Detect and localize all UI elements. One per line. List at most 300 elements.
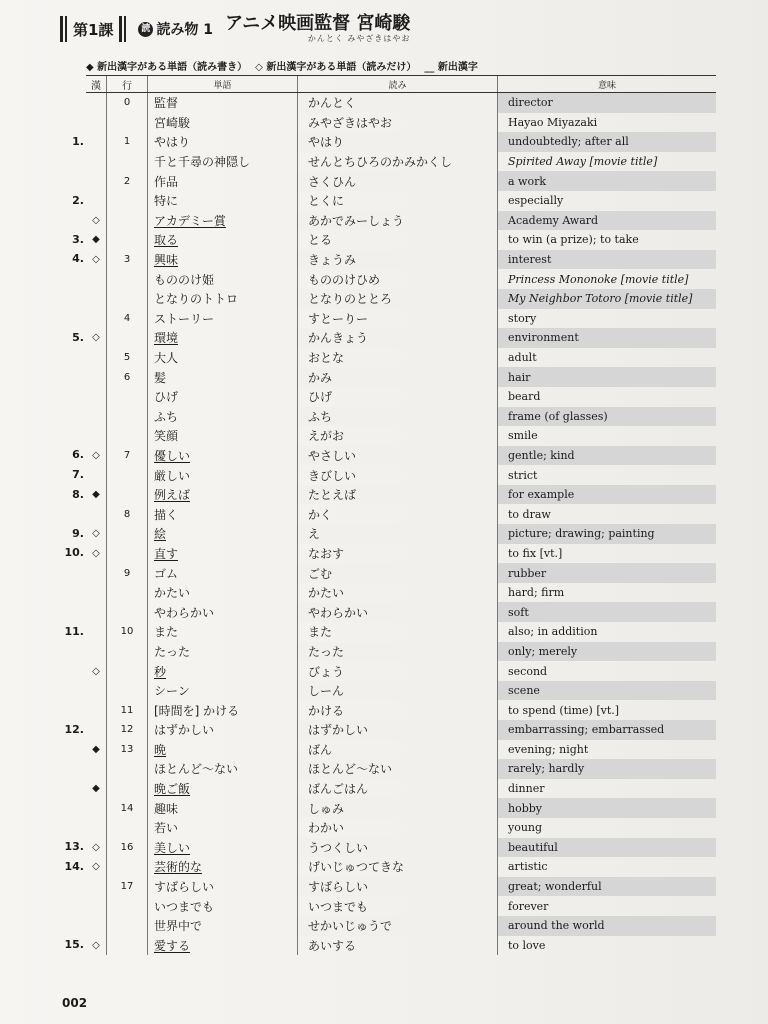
- meaning: forever: [508, 899, 549, 913]
- reading: びょう: [298, 661, 498, 681]
- word: アカデミー賞: [148, 211, 298, 231]
- line-number: 6: [106, 367, 148, 387]
- table-row: [86, 524, 716, 544]
- kanji-marker: [86, 622, 106, 642]
- line-number: [106, 818, 148, 838]
- meaning: dinner: [508, 782, 545, 796]
- word: 描く: [148, 504, 298, 524]
- reading: やわらかい: [298, 602, 498, 622]
- word: 興味: [148, 250, 298, 270]
- table-row: [86, 328, 716, 348]
- reading: あかでみーしょう: [298, 211, 498, 231]
- reading-label: 読み物 1: [156, 22, 214, 38]
- meaning: smile: [508, 429, 538, 443]
- meaning: Academy Award: [498, 211, 716, 231]
- line-number: [106, 759, 148, 779]
- kanji-marker: [86, 642, 106, 662]
- line-number: 3: [106, 250, 148, 270]
- table-row: [86, 622, 716, 642]
- line-number: 12: [106, 720, 148, 740]
- meaning: to spend (time) [vt.]: [508, 703, 620, 717]
- kanji-marker: ◇: [92, 939, 100, 951]
- meaning: interest: [498, 250, 716, 270]
- table-row: [86, 407, 716, 427]
- line-number: [106, 230, 148, 250]
- line-number: 13: [106, 740, 148, 760]
- word: 監督: [148, 93, 298, 113]
- kanji-marker: [86, 367, 106, 387]
- word: いつまでも: [148, 896, 298, 916]
- kanji-marker: [86, 387, 106, 407]
- table-row: [86, 583, 716, 603]
- line-number: 14: [106, 798, 148, 818]
- line-number: [106, 269, 148, 289]
- word: ゴム: [148, 563, 298, 583]
- col-gyo: 行: [106, 76, 148, 92]
- item-number: 9.: [72, 526, 84, 540]
- line-number: 4: [106, 309, 148, 329]
- lesson-number: 第1課: [73, 20, 114, 39]
- table-row: [86, 113, 716, 133]
- item-number: 4.: [72, 252, 84, 266]
- title-block: [225, 15, 410, 43]
- table-row: [86, 485, 716, 505]
- word: 晩ご飯: [148, 779, 298, 799]
- reading: かける: [298, 700, 498, 720]
- meaning: undoubtedly; after all: [498, 132, 716, 152]
- reading: ばん: [298, 740, 498, 760]
- reading: ごむ: [298, 563, 498, 583]
- table-body: [86, 93, 716, 955]
- header-bar-thin: [65, 16, 67, 42]
- line-number: 0: [106, 93, 148, 113]
- meaning: rarely; hardly: [498, 759, 716, 779]
- legend-underline-label: 新出漢字: [437, 62, 478, 73]
- line-number: 9: [106, 563, 148, 583]
- word: 美しい: [148, 838, 298, 858]
- kanji-marker: [86, 171, 106, 191]
- word: また: [148, 622, 298, 642]
- item-number: 2.: [72, 193, 84, 207]
- table-header: [86, 76, 716, 93]
- vocab-table: [86, 75, 716, 955]
- word: やはり: [148, 132, 298, 152]
- kanji-marker: ◇: [92, 449, 100, 461]
- word: となりのトトロ: [148, 289, 298, 309]
- meaning: gentle; kind: [498, 446, 716, 466]
- header-divider: [119, 16, 122, 42]
- meaning: great; wonderful: [498, 877, 716, 897]
- reading: なおす: [298, 544, 498, 564]
- kanji-marker: ◇: [92, 841, 100, 853]
- meaning: environment: [498, 328, 716, 348]
- reading: かんとく: [298, 93, 498, 113]
- item-number: 14.: [64, 859, 84, 873]
- word: ストーリー: [148, 309, 298, 329]
- kanji-marker: [86, 916, 106, 936]
- item-number: 3.: [72, 232, 84, 246]
- reading: また: [298, 622, 498, 642]
- table-row: [86, 171, 716, 191]
- word: はずかしい: [148, 720, 298, 740]
- table-row: [86, 211, 716, 231]
- table-row: [86, 936, 716, 956]
- table-row: [86, 759, 716, 779]
- meaning: only; merely: [498, 642, 716, 662]
- reading: げいじゅつてきな: [298, 857, 498, 877]
- item-number: 6.: [72, 448, 84, 462]
- line-number: [106, 328, 148, 348]
- word: 作品: [148, 171, 298, 191]
- line-number: [106, 681, 148, 701]
- item-number: 12.: [64, 722, 84, 736]
- kanji-marker: [86, 877, 106, 897]
- line-number: [106, 779, 148, 799]
- reading: いつまでも: [298, 896, 498, 916]
- meaning: Spirited Away [movie title]: [508, 155, 658, 169]
- kanji-marker: [86, 348, 106, 368]
- table-row: [86, 779, 716, 799]
- reading: おとな: [298, 348, 498, 368]
- kanji-marker: [86, 93, 106, 113]
- meaning: My Neighbor Totoro [movie title]: [498, 289, 716, 309]
- kanji-marker: [86, 113, 106, 133]
- kanji-marker: ◆: [92, 783, 100, 795]
- word: かたい: [148, 583, 298, 603]
- table-row: [86, 877, 716, 897]
- table-row: [86, 896, 716, 916]
- word: 直す: [148, 544, 298, 564]
- col-kan: 漢: [91, 80, 101, 92]
- item-number: 15.: [64, 938, 84, 952]
- word: 優しい: [148, 446, 298, 466]
- header-bar: [60, 16, 63, 42]
- header-divider-thin: [124, 16, 126, 42]
- word: 趣味: [148, 798, 298, 818]
- word: シーン: [148, 681, 298, 701]
- kanji-marker: [86, 132, 106, 152]
- kanji-marker: [86, 563, 106, 583]
- reading: きょうみ: [298, 250, 498, 270]
- table-row: [86, 269, 716, 289]
- table-row: [86, 504, 716, 524]
- line-number: 10: [106, 622, 148, 642]
- meaning: hard; firm: [508, 586, 565, 600]
- item-number: 13.: [64, 840, 84, 854]
- table-row: [86, 602, 716, 622]
- kanji-marker: [86, 191, 106, 211]
- word: 千と千尋の神隠し: [148, 152, 298, 172]
- title-furigana: かんとく みやざきはやお: [307, 34, 411, 43]
- table-row: [86, 348, 716, 368]
- table-row: [86, 838, 716, 858]
- line-number: [106, 485, 148, 505]
- word: 髪: [148, 367, 298, 387]
- reading: あいする: [298, 936, 498, 956]
- line-number: [106, 936, 148, 956]
- line-number: [106, 602, 148, 622]
- meaning: to draw: [508, 507, 551, 521]
- reading: やさしい: [298, 446, 498, 466]
- kanji-marker: [86, 426, 106, 446]
- meaning: for example: [498, 485, 716, 505]
- meaning: Hayao Miyazaki: [508, 115, 598, 129]
- lesson-header: [60, 12, 410, 46]
- page-title: アニメ映画監督 宮崎駿: [225, 13, 411, 34]
- word: 芸術的な: [148, 857, 298, 877]
- table-row: [86, 661, 716, 681]
- line-number: [106, 583, 148, 603]
- table-row: [86, 309, 716, 329]
- word: 笑顔: [148, 426, 298, 446]
- meaning: especially: [508, 194, 564, 208]
- meaning: embarrassing; embarrassed: [498, 720, 716, 740]
- meaning: beard: [508, 390, 541, 404]
- reading: きびしい: [298, 465, 498, 485]
- reading: しゅみ: [298, 798, 498, 818]
- reading: とくに: [298, 191, 498, 211]
- meaning: Princess Mononoke [movie title]: [508, 272, 689, 286]
- line-number: [106, 465, 148, 485]
- table-row: [86, 289, 716, 309]
- table-row: [86, 740, 716, 760]
- reading: もののけひめ: [298, 269, 498, 289]
- table-row: [86, 152, 716, 172]
- table-row: [86, 700, 716, 720]
- meaning: to love: [508, 938, 546, 952]
- word: たった: [148, 642, 298, 662]
- meaning: also; in addition: [508, 625, 598, 639]
- legend: [86, 58, 478, 73]
- line-number: [106, 916, 148, 936]
- page-number: 002: [62, 996, 88, 1010]
- line-number: [106, 642, 148, 662]
- table-row: [86, 563, 716, 583]
- kanji-marker: [86, 152, 106, 172]
- meaning: to win (a prize); to take: [508, 233, 639, 247]
- meaning: frame (of glasses): [498, 407, 716, 427]
- meaning: scene: [498, 681, 716, 701]
- kanji-marker: ◇: [92, 528, 100, 540]
- table-row: [86, 857, 716, 877]
- table-row: [86, 367, 716, 387]
- kanji-marker: [86, 681, 106, 701]
- meaning: a work: [498, 171, 716, 191]
- kanji-marker: [86, 602, 106, 622]
- kanji-marker: [86, 720, 106, 740]
- table-row: [86, 387, 716, 407]
- table-row: [86, 720, 716, 740]
- reading: みやざきはやお: [298, 113, 498, 133]
- kanji-marker: ◆: [92, 234, 100, 246]
- reading: とる: [298, 230, 498, 250]
- word: ふち: [148, 407, 298, 427]
- reading: せんとちひろのかみかくし: [298, 152, 498, 172]
- kanji-marker: [86, 759, 106, 779]
- table-row: [86, 250, 716, 270]
- meaning: young: [508, 821, 543, 835]
- line-number: 1: [106, 132, 148, 152]
- reading: さくひん: [298, 171, 498, 191]
- line-number: [106, 191, 148, 211]
- kanji-marker: ◇: [92, 254, 100, 266]
- word: 晩: [148, 740, 298, 760]
- reading: え: [298, 524, 498, 544]
- table-row: [86, 798, 716, 818]
- word: 若い: [148, 818, 298, 838]
- reading: すとーりー: [298, 309, 498, 329]
- kanji-marker: [86, 700, 106, 720]
- table-row: [86, 93, 716, 113]
- line-number: [106, 113, 148, 133]
- word: 秒: [148, 661, 298, 681]
- meaning: story: [508, 311, 537, 325]
- line-number: [106, 544, 148, 564]
- kanji-marker: [86, 289, 106, 309]
- meaning: soft: [498, 602, 716, 622]
- line-number: [106, 661, 148, 681]
- line-number: 8: [106, 504, 148, 524]
- table-row: [86, 191, 716, 211]
- line-number: 5: [106, 348, 148, 368]
- item-number: 1.: [72, 134, 84, 148]
- word: ほとんど～ない: [148, 759, 298, 779]
- reading: ふち: [298, 407, 498, 427]
- meaning: to fix [vt.]: [508, 546, 563, 560]
- table-row: [86, 132, 716, 152]
- meaning: hair: [498, 367, 716, 387]
- kanji-marker: [86, 465, 106, 485]
- kanji-marker: ◇: [92, 214, 100, 226]
- word: 絵: [148, 524, 298, 544]
- table-row: [86, 642, 716, 662]
- meaning: adult: [508, 351, 537, 365]
- reading: しーん: [298, 681, 498, 701]
- meaning: rubber: [498, 563, 716, 583]
- item-number: 10.: [64, 546, 84, 560]
- reading: かみ: [298, 367, 498, 387]
- reading: となりのととろ: [298, 289, 498, 309]
- reading: かんきょう: [298, 328, 498, 348]
- line-number: [106, 387, 148, 407]
- line-number: [106, 426, 148, 446]
- legend-hollow-diamond: ◇ 新出漢字がある単語（読みだけ）: [255, 62, 417, 73]
- word: 特に: [148, 191, 298, 211]
- table-row: [86, 916, 716, 936]
- reading: たった: [298, 642, 498, 662]
- item-number: 8.: [72, 487, 84, 501]
- kanji-marker: ◆: [92, 743, 100, 755]
- kanji-marker: ◇: [92, 332, 100, 344]
- line-number: 11: [106, 700, 148, 720]
- meaning: second: [508, 664, 548, 678]
- meaning: picture; drawing; painting: [498, 524, 716, 544]
- legend-filled-diamond: ◆ 新出漢字がある単語（読み書き）: [86, 62, 248, 73]
- kanji-marker: [86, 407, 106, 427]
- kanji-marker: [86, 798, 106, 818]
- kanji-marker: [86, 896, 106, 916]
- word: 世界中で: [148, 916, 298, 936]
- col-word: 単語: [148, 76, 298, 92]
- kanji-marker: [86, 818, 106, 838]
- table-row: [86, 818, 716, 838]
- kanji-marker: ◆: [92, 489, 100, 501]
- reading: ほとんど～ない: [298, 759, 498, 779]
- reading: うつくしい: [298, 838, 498, 858]
- line-number: [106, 211, 148, 231]
- line-number: [106, 407, 148, 427]
- word: [時間を] かける: [148, 700, 298, 720]
- table-row: [86, 230, 716, 250]
- line-number: 17: [106, 877, 148, 897]
- reading: かたい: [298, 583, 498, 603]
- line-number: [106, 524, 148, 544]
- reading: わかい: [298, 818, 498, 838]
- item-number: 7.: [72, 467, 84, 481]
- table-row: [86, 681, 716, 701]
- meaning: director: [498, 93, 716, 113]
- reading-icon: 読: [138, 22, 153, 37]
- line-number: 2: [106, 171, 148, 191]
- word: 厳しい: [148, 465, 298, 485]
- line-number: 16: [106, 838, 148, 858]
- word: やわらかい: [148, 602, 298, 622]
- reading: せかいじゅうで: [298, 916, 498, 936]
- kanji-marker: [86, 269, 106, 289]
- line-number: [106, 896, 148, 916]
- meaning: beautiful: [498, 838, 716, 858]
- table-row: [86, 426, 716, 446]
- table-row: [86, 446, 716, 466]
- item-number: 5.: [72, 330, 84, 344]
- word: もののけ姫: [148, 269, 298, 289]
- word: 取る: [148, 230, 298, 250]
- meaning: around the world: [498, 916, 716, 936]
- col-meaning: 意味: [597, 80, 616, 91]
- reading: ひげ: [298, 387, 498, 407]
- word: ひげ: [148, 387, 298, 407]
- legend-underline-key: __ 新出漢字: [424, 62, 478, 73]
- reading: はずかしい: [298, 720, 498, 740]
- reading: たとえば: [298, 485, 498, 505]
- reading: えがお: [298, 426, 498, 446]
- line-number: 7: [106, 446, 148, 466]
- kanji-marker: [86, 309, 106, 329]
- reading: かく: [298, 504, 498, 524]
- meaning: strict: [508, 468, 538, 482]
- kanji-marker: ◇: [92, 861, 100, 873]
- reading: ばんごはん: [298, 779, 498, 799]
- kanji-marker: [86, 504, 106, 524]
- kanji-marker: ◇: [92, 547, 100, 559]
- meaning: evening; night: [508, 742, 589, 756]
- word: 例えば: [148, 485, 298, 505]
- table-row: [86, 544, 716, 564]
- item-number: 11.: [64, 624, 84, 638]
- kanji-marker: ◇: [92, 665, 100, 677]
- kanji-marker: [86, 583, 106, 603]
- reading: すばらしい: [298, 877, 498, 897]
- word: すばらしい: [148, 877, 298, 897]
- line-number: [106, 289, 148, 309]
- word: 宮崎駿: [148, 113, 298, 133]
- word: 環境: [148, 328, 298, 348]
- reading: やはり: [298, 132, 498, 152]
- table-row: [86, 465, 716, 485]
- line-number: [106, 152, 148, 172]
- meaning: hobby: [498, 798, 716, 818]
- word: 大人: [148, 348, 298, 368]
